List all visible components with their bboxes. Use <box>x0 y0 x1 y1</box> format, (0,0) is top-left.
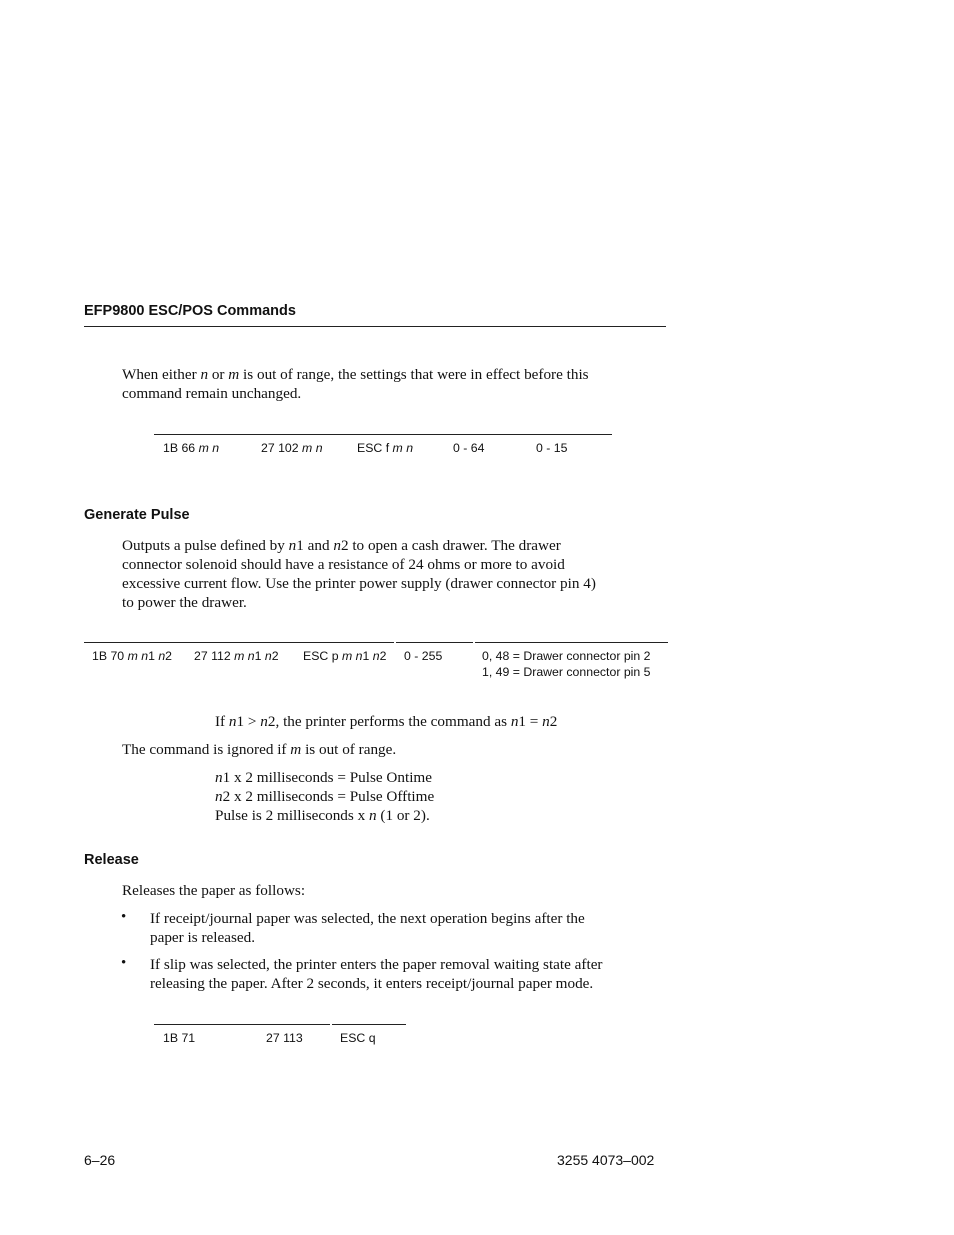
ignored-note: The command is ignored if m is out of range. <box>122 741 397 758</box>
gp-line-2: connector solenoid should have a resistance of 24 ohms or more to avoid <box>122 556 565 573</box>
gp-line-3: excessive current flow. Use the printer power supply (drawer connector pin 4) <box>122 575 596 592</box>
table2-rule-b <box>396 642 473 643</box>
table2-rule-a <box>84 642 394 643</box>
intro-line-1: When either n or m is out of range, the settings that were in effect before this <box>122 366 589 383</box>
table2-range: 0 - 255 <box>404 649 443 663</box>
table1-range-n: 0 - 64 <box>453 441 485 455</box>
bullet-2-marker: • <box>121 955 127 971</box>
release-heading: Release <box>84 852 139 868</box>
formula-pulse: Pulse is 2 milliseconds x n (1 or 2). <box>215 807 430 824</box>
page-header: EFP9800 ESC/POS Commands <box>84 303 296 319</box>
intro-line-2: command remain unchanged. <box>122 385 302 402</box>
table1-decimal: 27 102 m n <box>261 441 323 455</box>
intro-paragraph <box>122 365 589 403</box>
bullet-2-line-1: If slip was selected, the printer enters the paper removal waiting state after <box>150 956 603 973</box>
table2-hex: 1B 70 m n1 n2 <box>92 649 173 663</box>
generate-pulse-heading: Generate Pulse <box>84 507 190 523</box>
formula-ontime: n1 x 2 milliseconds = Pulse Ontime <box>215 769 432 786</box>
header-rule <box>84 326 666 327</box>
table2-desc-line-2: 1, 49 = Drawer connector pin 5 <box>482 665 651 679</box>
table2-desc-line-1: 0, 48 = Drawer connector pin 2 <box>482 649 651 663</box>
table2-decimal: 27 112 m n1 n2 <box>194 649 279 663</box>
generate-pulse-paragraph <box>122 536 596 612</box>
table1-range-m: 0 - 15 <box>536 441 568 455</box>
document-number: 3255 4073–002 <box>557 1152 655 1168</box>
bullet-1-text <box>150 909 585 947</box>
table1-rule <box>154 434 612 435</box>
bullet-2-text <box>150 955 603 993</box>
table3-ascii: ESC q <box>340 1031 376 1045</box>
table3-rule-b <box>332 1024 406 1025</box>
formula-offtime: n2 x 2 milliseconds = Pulse Offtime <box>215 788 435 805</box>
table2-ascii: ESC p m n1 n2 <box>303 649 387 663</box>
bullet-1-line-1: If receipt/journal paper was selected, the next operation begins after the <box>150 910 585 927</box>
table3-decimal: 27 113 <box>266 1031 303 1045</box>
release-intro: Releases the paper as follows: <box>122 882 306 899</box>
bullet-1-marker: • <box>121 909 127 925</box>
pulse-note: If n1 > n2, the printer performs the command as n1 = n2 <box>215 713 558 730</box>
table2-rule-c <box>475 642 668 643</box>
bullet-1-line-2: paper is released. <box>150 929 255 946</box>
table2-description <box>482 648 651 680</box>
table1-hex: 1B 66 m n <box>163 441 220 455</box>
page-number: 6–26 <box>84 1152 116 1168</box>
bullet-2-line-2: releasing the paper. After 2 seconds, it enters receipt/journal paper mode. <box>150 975 594 992</box>
gp-line-4: to power the drawer. <box>122 594 247 611</box>
gp-line-1: Outputs a pulse defined by n1 and n2 to open a cash drawer. The drawer <box>122 537 561 554</box>
table3-rule-a <box>154 1024 330 1025</box>
table3-hex: 1B 71 <box>163 1031 196 1045</box>
table1-ascii: ESC f m n <box>357 441 414 455</box>
pulse-formulas <box>215 768 434 825</box>
